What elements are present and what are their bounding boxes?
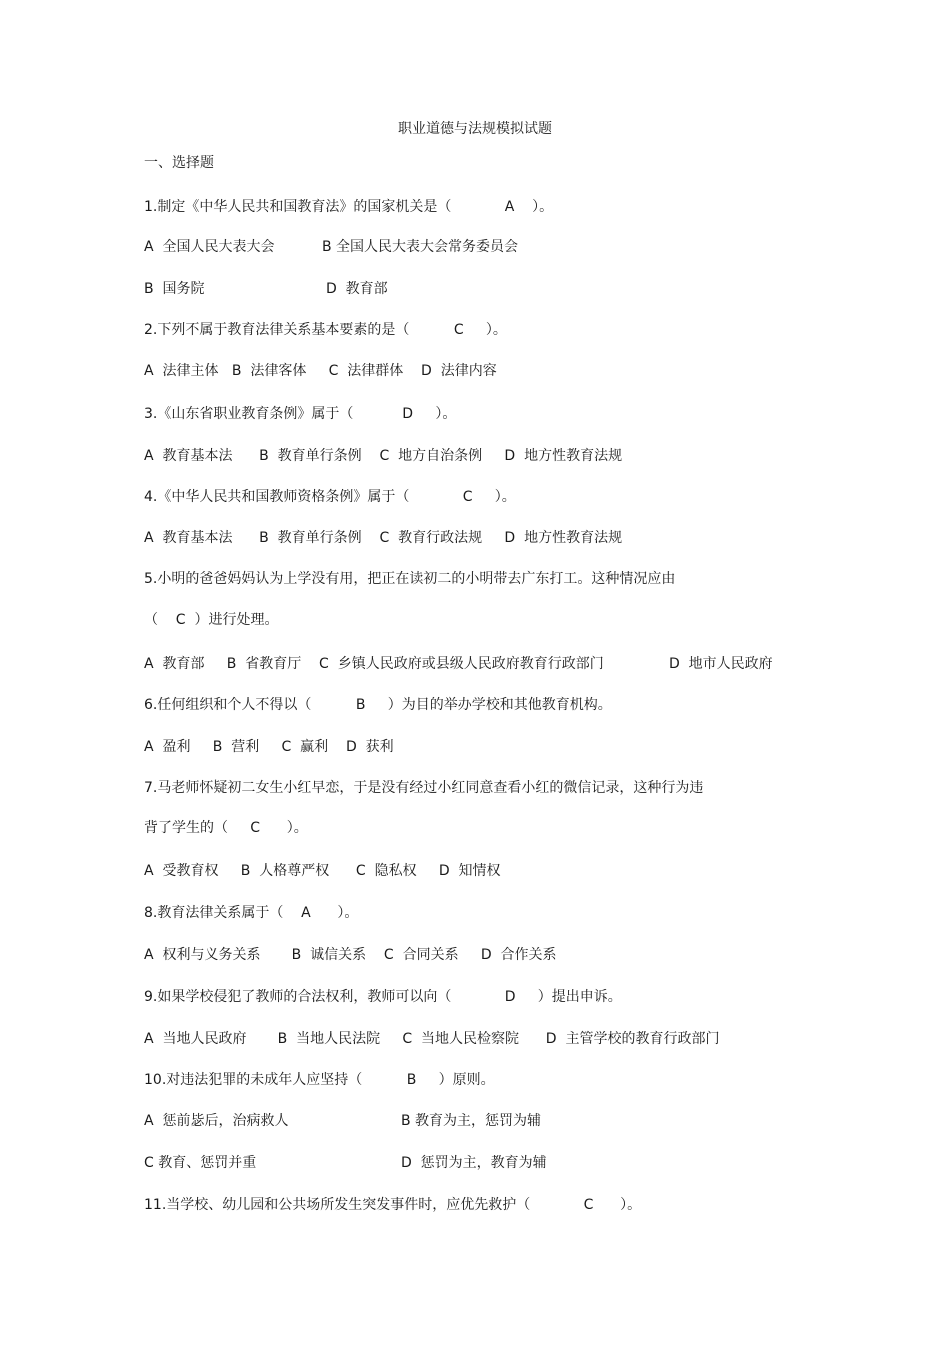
option: B 国务院: [144, 281, 205, 297]
question-stem: 9.如果学校侵犯了教师的合法权利，教师可以向（ D ）提出申诉。: [144, 989, 622, 1005]
option: A 教育部 B 省教育厅 C 乡镇人民政府或县级人民政府教育行政部门: [144, 656, 604, 672]
option: B 全国人民大表大会常务委员会: [322, 239, 519, 255]
option-row: A 受教育权 B 人格尊严权 C 隐私权 D 知情权: [144, 863, 501, 879]
question-stem: 6.任何组织和个人不得以（ B ）为目的举办学校和其他教育机构。: [144, 697, 612, 713]
option: C 教育、惩罚并重: [144, 1155, 257, 1171]
question-stem: 7.马老师怀疑初二女生小红早恋，于是没有经过小红同意查看小红的微信记录，这种行为违: [144, 780, 704, 796]
option: A 惩前毖后，治病救人: [144, 1113, 289, 1129]
document-title: 职业道德与法规模拟试题: [398, 121, 552, 137]
question-stem-continued: （ C ）进行处理。: [144, 612, 279, 628]
option-row: A 盈利 B 营利 C 赢利 D 获利: [144, 739, 394, 755]
option-row: A 法律主体 B 法律客体 C 法律群体 D 法律内容: [144, 363, 497, 379]
option-row: A 当地人民政府 B 当地人民法院 C 当地人民检察院 D 主管学校的教育行政部门: [144, 1031, 720, 1047]
option-row: A 教育基本法 B 教育单行条例 C 地方自治条例 D 地方性教育法规: [144, 448, 623, 464]
question-stem: 4.《中华人民共和国教师资格条例》属于（ C ）。: [144, 489, 516, 505]
option: A 全国人民大表大会: [144, 239, 275, 255]
question-stem: 5.小明的爸爸妈妈认为上学没有用，把正在读初二的小明带去广东打工。这种情况应由: [144, 571, 676, 587]
question-stem: 10.对违法犯罪的未成年人应坚持（ B ）原则。: [144, 1072, 495, 1088]
option-row: A 权利与义务关系 B 诚信关系 C 合同关系 D 合作关系: [144, 947, 557, 963]
option: B 教育为主，惩罚为辅: [401, 1113, 542, 1129]
option-row: A 教育基本法 B 教育单行条例 C 教育行政法规 D 地方性教育法规: [144, 530, 623, 546]
option: D 惩罚为主，教育为辅: [401, 1155, 547, 1171]
question-stem: 3.《山东省职业教育条例》属于（ D ）。: [144, 406, 457, 422]
question-stem-continued: 背了学生的（ C ）。: [144, 820, 308, 836]
section-heading: 一、选择题: [144, 155, 214, 171]
question-stem: 2.下列不属于教育法律关系基本要素的是（ C ）。: [144, 322, 507, 338]
option: D 教育部: [326, 281, 388, 297]
question-stem: 1.制定《中华人民共和国教育法》的国家机关是（ A ）。: [144, 199, 554, 215]
option: D 地市人民政府: [669, 656, 773, 672]
question-stem: 11.当学校、幼儿园和公共场所发生突发事件时，应优先救护（ C ）。: [144, 1197, 642, 1213]
question-stem: 8.教育法律关系属于（ A ）。: [144, 905, 359, 921]
